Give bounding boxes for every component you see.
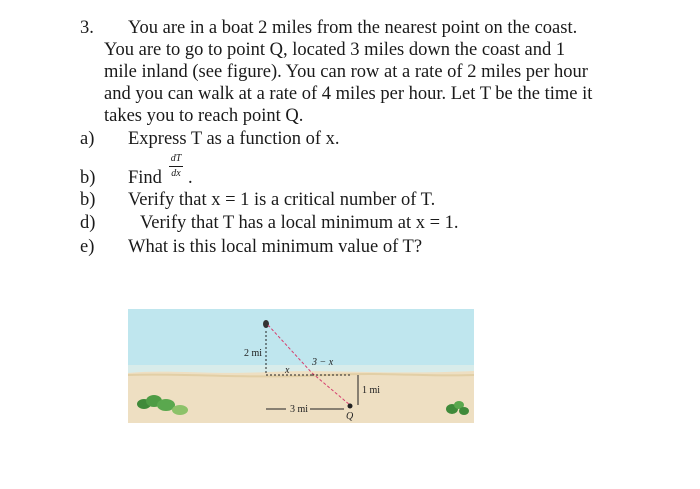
fraction-numerator: dT — [170, 153, 182, 164]
water-region — [128, 309, 474, 371]
fraction-bar — [169, 166, 183, 167]
boat-coast-figure — [128, 309, 474, 423]
problem-line-5: takes you to reach point Q. — [104, 106, 304, 126]
fraction-denominator: dx — [171, 168, 181, 179]
problem-line-3: mile inland (see figure). You can row at a rate of 2 miles per hour — [104, 62, 588, 82]
part-text-e: What is this local minimum value of T? — [128, 237, 423, 257]
label-Q: Q — [346, 411, 354, 422]
part-text-b1-period: . — [188, 168, 193, 188]
part-label-b2: b) — [80, 190, 96, 210]
point-Q-marker — [348, 404, 353, 409]
label-2mi: 2 mi — [244, 348, 263, 359]
problem-line-2: You are to go to point Q, located 3 miles down the coast and 1 — [104, 40, 566, 60]
problem-line-1: You are in a boat 2 miles from the nearest point on the coast. — [128, 18, 578, 38]
part-text-d: Verify that T has a local minimum at x = 1. — [140, 213, 459, 233]
label-3mi: 3 mi — [290, 404, 309, 415]
boat-icon — [263, 320, 269, 328]
part-label-d: d) — [80, 213, 96, 233]
part-text-b1-find: Find — [128, 168, 162, 188]
problem-number: 3. — [80, 18, 94, 38]
label-1mi: 1 mi — [362, 385, 381, 396]
label-x: x — [285, 365, 290, 376]
part-label-b1: b) — [80, 168, 96, 188]
part-text-a: Express T as a function of x. — [128, 129, 340, 149]
part-label-a: a) — [80, 129, 95, 149]
land-region — [128, 371, 474, 423]
label-3-minus-x: 3 − x — [312, 357, 334, 368]
problem-line-4: and you can walk at a rate of 4 miles per hour. Let T be the time it — [104, 84, 593, 104]
part-label-e: e) — [80, 237, 95, 257]
part-text-b2: Verify that x = 1 is a critical number of T. — [128, 190, 436, 210]
